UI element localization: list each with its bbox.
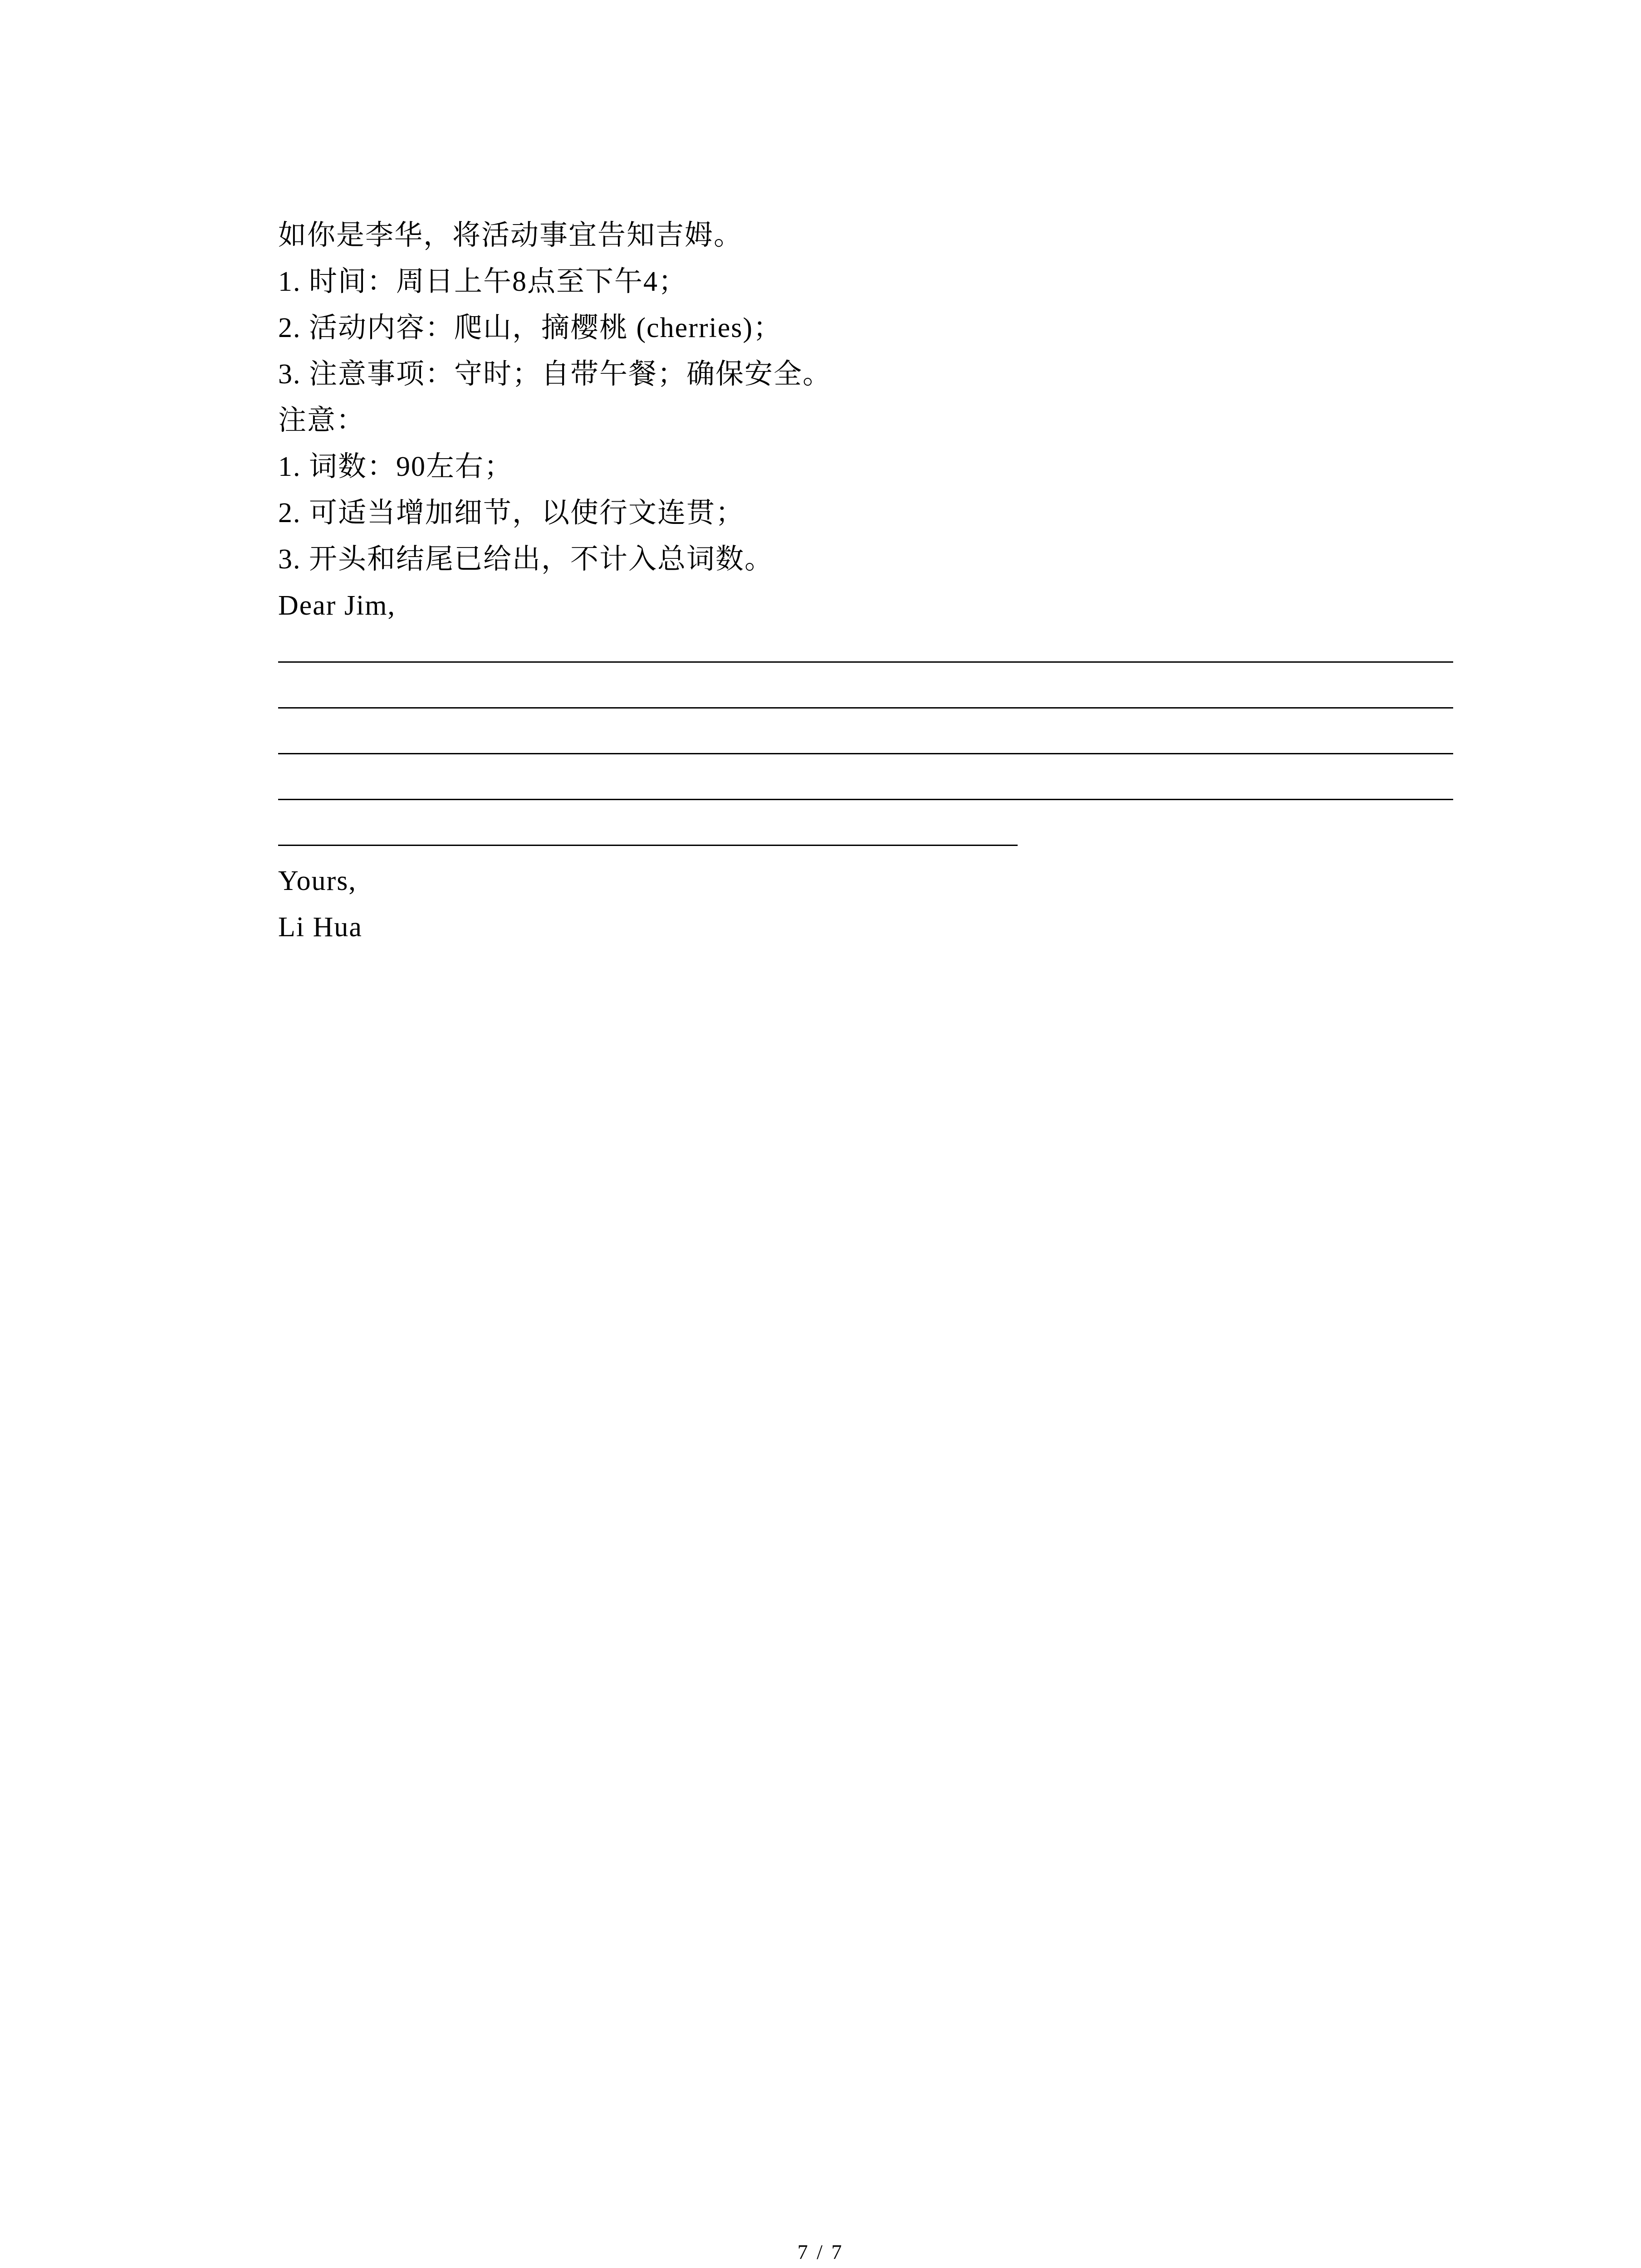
answer-line [278, 675, 1453, 720]
task-item-activities: 2. 活动内容：爬山，摘樱桃 (cherries)； [278, 313, 782, 343]
note-word-count: 1. 词数：90左右； [278, 451, 514, 482]
letter-salutation: Dear Jim, [278, 590, 396, 621]
letter-closing: Yours, [278, 865, 357, 896]
answer-line [278, 629, 1453, 675]
writing-task [278, 212, 1453, 950]
answer-line [278, 766, 1453, 812]
answer-line-short [278, 812, 1453, 858]
task-intro: 如你是李华，将活动事宜告知吉姆。 [278, 220, 743, 251]
answer-line [278, 720, 1453, 766]
task-item-time: 1. 时间：周日上午8点至下午4； [278, 266, 688, 297]
page-number: 7 / 7 [797, 2240, 844, 2263]
notes-heading: 注意： [278, 405, 366, 436]
task-item-precautions: 3. 注意事项：守时；自带午餐；确保安全。 [278, 359, 832, 390]
note-opening-closing: 3. 开头和结尾已给出，不计入总词数。 [278, 544, 774, 575]
note-add-details: 2. 可适当增加细节，以使行文连贯； [278, 498, 745, 528]
letter-signature: Li Hua [278, 912, 362, 943]
